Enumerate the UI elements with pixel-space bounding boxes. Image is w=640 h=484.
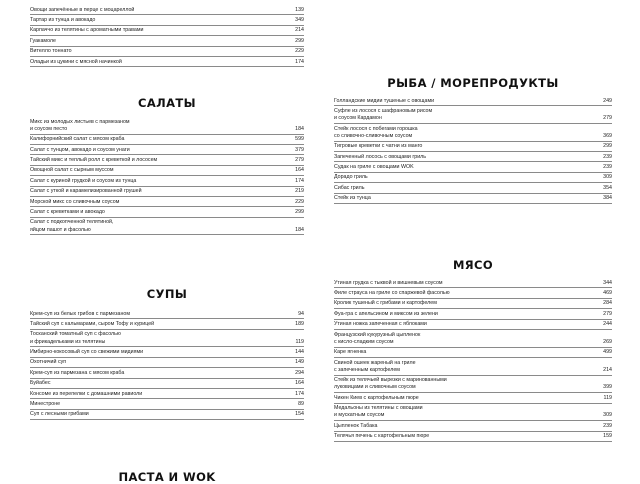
menu-item — [334, 404, 612, 422]
menu-item-price: 174 — [295, 177, 304, 184]
menu-item-price: 174 — [295, 58, 304, 65]
menu-item-price: 189 — [295, 320, 304, 327]
menu-item-name: Стейк из тунца — [334, 195, 371, 202]
fish-seafood-heading: РЫБА / МОРЕПРОДУКТЫ — [387, 76, 559, 90]
menu-item-name: Крем-суп из белых грибов с пармезаном — [30, 310, 130, 317]
menu-item-price: 94 — [298, 310, 304, 317]
menu-item-name: Тигровые креветки с чатни из манго — [334, 143, 423, 150]
menu-item — [30, 319, 304, 329]
menu-item-price: 119 — [603, 394, 612, 401]
menu-item-name: Французский кукурузный цыпленок с кисло-сладким соусом — [334, 331, 421, 345]
salads-heading: САЛАТЫ — [138, 96, 196, 110]
menu-item — [30, 368, 304, 378]
menu-item-name: Суфле из лосося с шафрановым рисом и соусом Кардамон — [334, 107, 433, 122]
menu-item-name: Салат с подкопченной телятиной, яйцом пашот и фасолью — [30, 219, 114, 233]
menu-item-price: 499 — [603, 349, 612, 356]
menu-item — [30, 187, 304, 197]
menu-item-price: 384 — [603, 195, 612, 202]
menu-item-name: Тайский суп с кальмарами, сыром Тофу и курицей — [30, 320, 155, 327]
menu-item — [334, 162, 612, 172]
fish-list — [334, 96, 612, 204]
menu-item-price: 184 — [295, 125, 304, 132]
menu-item-price: 239 — [603, 163, 612, 170]
menu-item-name: Суп с лесными грибами — [30, 411, 89, 418]
menu-item-name: Тосканский томатный суп с фасолью и фрикадельками из телятины — [30, 331, 121, 345]
menu-item-price: 144 — [295, 348, 304, 355]
meat-heading: МЯСО — [452, 258, 494, 272]
menu-item-price: 309 — [603, 174, 612, 181]
menu-item — [30, 26, 304, 36]
menu-item — [30, 410, 304, 420]
menu-item-price: 309 — [603, 412, 612, 419]
menu-item — [334, 320, 612, 330]
menu-item-name: Тартар из тунца и авокадо — [30, 16, 96, 23]
starters-list — [30, 5, 304, 67]
pasta-wok-heading: ПАСТА И WOK — [118, 470, 216, 484]
menu-item-name: Микс из молодых листьев с пармезаном и соусом песто — [30, 118, 130, 132]
menu-item — [30, 155, 304, 165]
menu-item-price: 469 — [603, 289, 612, 296]
menu-item-price: 229 — [295, 198, 304, 205]
menu-item — [30, 47, 304, 57]
menu-item-name: Медальоны из телятины с овощами и мускатным соусом — [334, 405, 423, 419]
menu-item-name: Фуа-гра с апельсином и миксом из зелени — [334, 310, 438, 317]
menu-item-name: Цыпленок Табака — [334, 422, 378, 429]
menu-item-price: 219 — [295, 188, 304, 195]
menu-item — [30, 207, 304, 217]
menu-item-price: 599 — [295, 136, 304, 143]
menu-item-name: Овощи запечённые в перце с моцареллой — [30, 6, 135, 13]
menu-item-name: Утиная ножка запеченная с яблоками — [334, 321, 427, 328]
menu-item — [30, 389, 304, 399]
menu-item — [30, 145, 304, 155]
menu-item-name: Филе страуса на гриле со спаржевой фасолью — [334, 289, 450, 296]
menu-item-name: Минестроне — [30, 400, 61, 407]
menu-item — [334, 376, 612, 394]
menu-item-name: Консоме из перепелки с домашними равиоли — [30, 390, 143, 397]
menu-item-name: Запеченный лосось с овощами гриль — [334, 153, 427, 160]
menu-item — [30, 57, 304, 67]
menu-item-price: 159 — [603, 433, 612, 440]
menu-item-name: Буйабес — [30, 380, 51, 387]
menu-item-price: 89 — [298, 400, 304, 407]
menu-item-price: 279 — [603, 310, 612, 317]
menu-item — [334, 152, 612, 162]
menu-item-name: Салат с креветками и авокадо — [30, 208, 105, 215]
menu-item — [334, 96, 612, 106]
menu-item-name: Кролик тушеный с грибами и картофелем — [334, 300, 437, 307]
menu-item — [334, 288, 612, 298]
menu-item-price: 379 — [295, 146, 304, 153]
menu-item — [334, 278, 612, 288]
menu-item-name: Каре ягненка — [334, 349, 367, 356]
menu-item-price: 269 — [603, 338, 612, 345]
menu-item-name: Вителло тоннато — [30, 48, 72, 55]
menu-item — [30, 197, 304, 207]
menu-item-price: 184 — [295, 226, 304, 233]
soups-list — [30, 309, 304, 420]
menu-item-name: Морской микс со сливочным соусом — [30, 198, 120, 205]
soups-heading: СУПЫ — [146, 287, 188, 301]
menu-item-price: 349 — [295, 16, 304, 23]
menu-item — [30, 358, 304, 368]
menu-item-price: 214 — [603, 366, 612, 373]
menu-item — [30, 399, 304, 409]
menu-item-price: 279 — [295, 156, 304, 163]
menu-item-name: Крем-суп из пармезана с мясом краба — [30, 369, 125, 376]
menu-item — [30, 218, 304, 236]
meat-list — [334, 278, 612, 442]
menu-item — [334, 183, 612, 193]
menu-item — [334, 348, 612, 358]
menu-item-name: Овощной салат с сырным муссом — [30, 167, 114, 174]
menu-item-name: Телячья печень с картофельным пюре — [334, 433, 430, 440]
menu-item — [30, 5, 304, 15]
menu-item — [30, 166, 304, 176]
menu-item — [334, 330, 612, 348]
menu-item — [334, 299, 612, 309]
menu-item — [334, 194, 612, 204]
menu-item — [30, 135, 304, 145]
menu-item-price: 284 — [603, 300, 612, 307]
menu-item-price: 299 — [603, 143, 612, 150]
menu-item-price: 119 — [295, 338, 304, 345]
menu-item-name: Калифорнийский салат с мясом краба — [30, 136, 125, 143]
menu-item-price: 399 — [603, 384, 612, 391]
menu-item — [334, 432, 612, 442]
menu-item-name: Салат с куриной грудкой и соусом из тунца — [30, 177, 137, 184]
menu-item — [334, 124, 612, 142]
menu-item — [334, 142, 612, 152]
menu-item — [334, 173, 612, 183]
menu-item-price: 299 — [295, 37, 304, 44]
menu-item — [334, 106, 612, 124]
menu-item-name: Голландские мидии тушеные с овощами — [334, 97, 435, 104]
menu-item-price: 174 — [295, 390, 304, 397]
menu-item-name: Дорадо гриль — [334, 174, 368, 181]
menu-item — [30, 117, 304, 135]
menu-item-price: 279 — [603, 115, 612, 122]
menu-item-price: 164 — [295, 380, 304, 387]
menu-item-name: Карпаччо из телятины с ароматными травами — [30, 27, 144, 34]
salads-list — [30, 117, 304, 235]
menu-item-name: Стейк из телячьей вырезки с маринованными луковицами и сливочным соусом — [334, 377, 447, 391]
menu-item-price: 244 — [603, 321, 612, 328]
menu-item — [30, 379, 304, 389]
menu-item-price: 249 — [603, 97, 612, 104]
menu-item — [334, 421, 612, 431]
menu-item-price: 294 — [295, 369, 304, 376]
menu-item-price: 214 — [295, 27, 304, 34]
menu-item-price: 164 — [295, 167, 304, 174]
menu-item — [30, 330, 304, 348]
menu-item — [334, 309, 612, 319]
menu-item — [334, 393, 612, 403]
menu-item-name: Гуакамоле — [30, 37, 56, 44]
menu-item — [30, 36, 304, 46]
menu-item-name: Салат с тунцом, авокадо и соусом унаги — [30, 146, 130, 153]
menu-item-price: 229 — [295, 48, 304, 55]
menu-item-price: 139 — [295, 6, 304, 13]
menu-item-price: 154 — [295, 411, 304, 418]
menu-item-name: Салат с уткой и карамелизированной грушей — [30, 188, 142, 195]
menu-item-price: 344 — [603, 279, 612, 286]
menu-item — [30, 309, 304, 319]
menu-item-name: Сибас гриль — [334, 184, 365, 191]
menu-item-name: Стейк лосося с побегами горошка со сливочно-сливочным соусом — [334, 125, 418, 139]
menu-item-price: 239 — [603, 153, 612, 160]
menu-item-price: 369 — [603, 132, 612, 139]
menu-item-price: 299 — [295, 208, 304, 215]
menu-item — [30, 176, 304, 186]
menu-item-price: 354 — [603, 184, 612, 191]
menu-item-name: Судак на гриле с овощами WOK — [334, 163, 414, 170]
menu-item-name: Свиной ошеек жареный на гриле с запеченным картофелем — [334, 359, 416, 373]
menu-item-name: Чикен Киев с картофельным пюре — [334, 394, 419, 401]
menu-item — [334, 358, 612, 376]
menu-item-price: 239 — [603, 422, 612, 429]
menu-item — [30, 347, 304, 357]
menu-item-name: Утиная грудка с тыквой и вишневым соусом — [334, 279, 443, 286]
menu-item — [30, 15, 304, 25]
menu-item-name: Охотничий суп — [30, 359, 67, 366]
menu-item-name: Оладьи из цукини с мясной начинкой — [30, 58, 122, 65]
menu-item-name: Тайский микс и теплый ролл с креветкой и лососем — [30, 156, 158, 163]
menu-item-name: Имбирно-кокосовый суп со свежими мидиями — [30, 348, 144, 355]
menu-item-price: 149 — [295, 359, 304, 366]
